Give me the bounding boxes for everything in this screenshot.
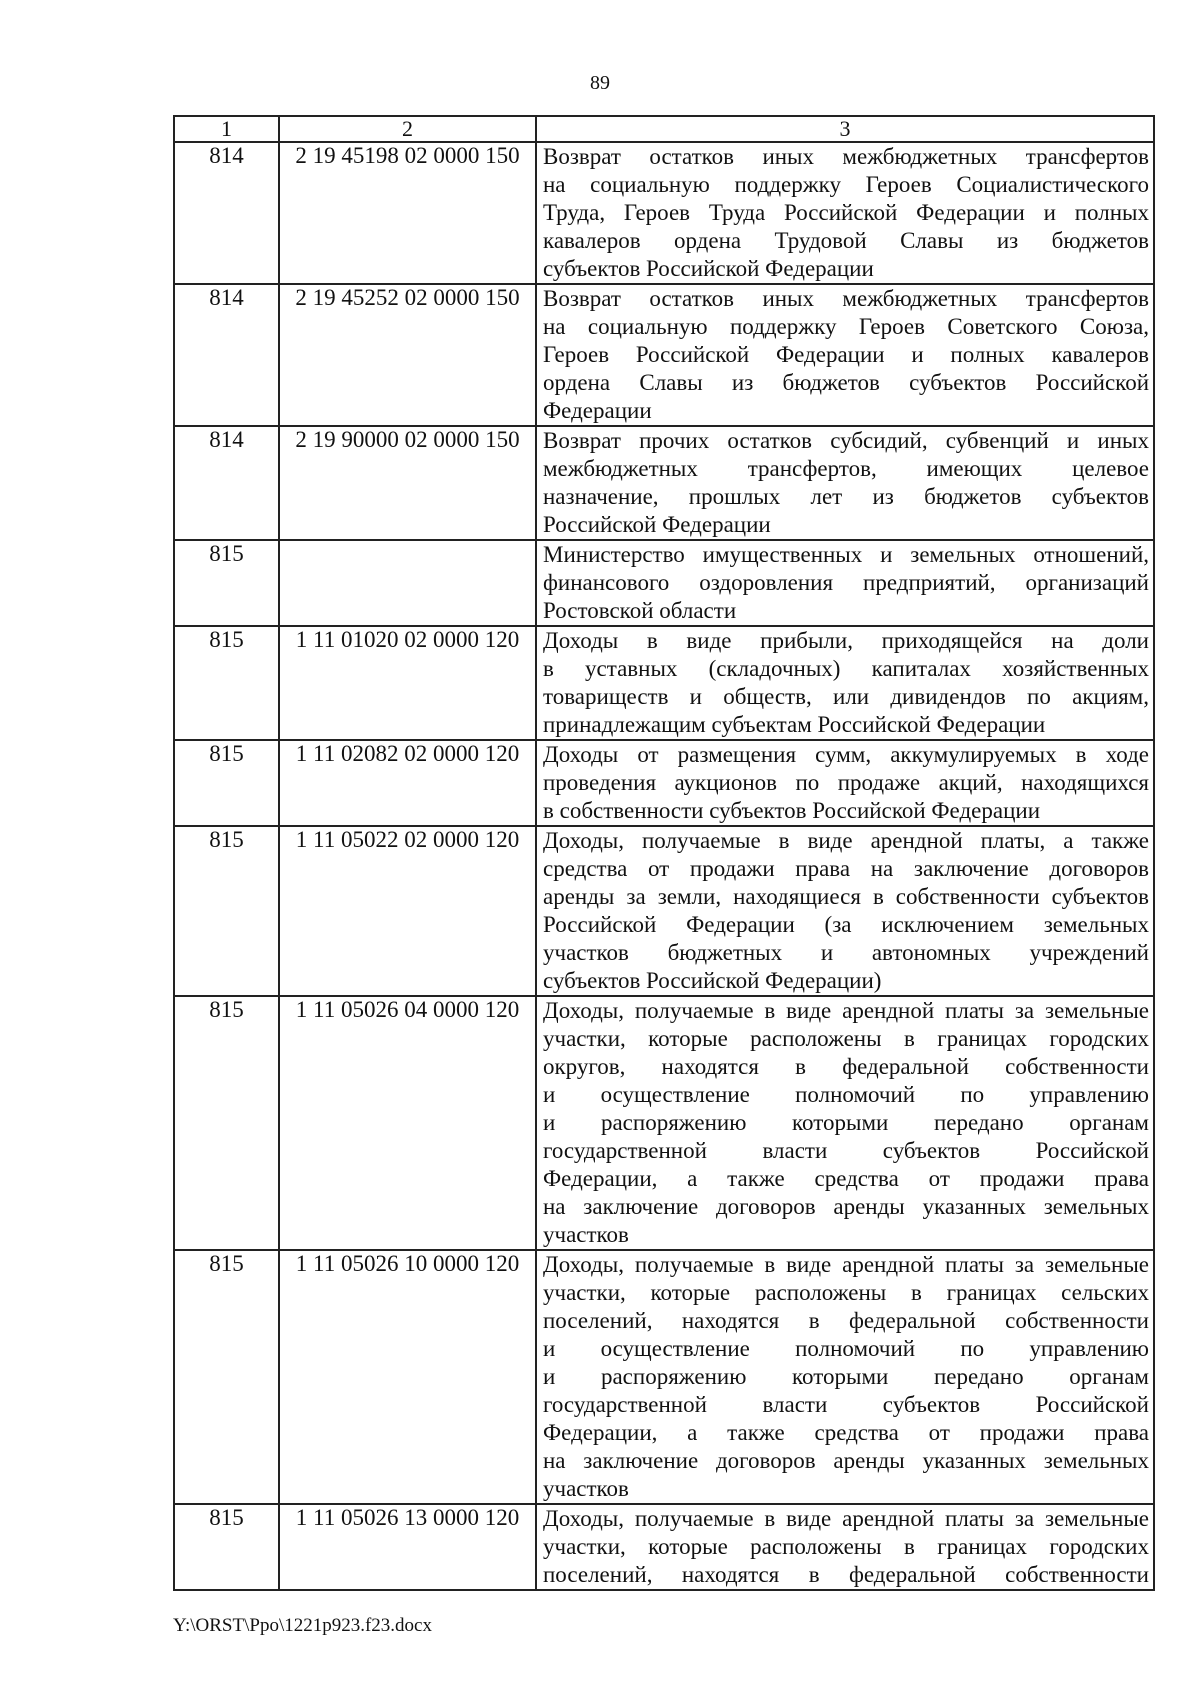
description-line: государственной власти субъектов Российской [543, 1138, 1149, 1163]
header-col-3: 3 [536, 116, 1154, 142]
description-cell [536, 540, 1154, 626]
admin-code-cell: 815 [174, 540, 279, 626]
description-line: товариществ и обществ, или дивидендов по акциям, [543, 684, 1149, 709]
table-body [174, 116, 1154, 1590]
budget-code-cell [279, 540, 536, 626]
description-cell [536, 626, 1154, 740]
description-line: Министерство имущественных и земельных отношений, [543, 542, 1149, 567]
header-col-1: 1 [174, 116, 279, 142]
description-line: округов, находятся в федеральной собственности [543, 1054, 1149, 1079]
description-line: Ростовской области [543, 598, 737, 623]
description-line: на заключение договоров аренды указанных земельных [543, 1194, 1149, 1219]
budget-code-cell: 1 11 02082 02 0000 120 [279, 740, 536, 826]
description-line: субъектов Российской Федерации) [543, 968, 882, 993]
description-line: в уставных (складочных) капиталах хозяйственных [543, 656, 1149, 681]
admin-code-cell: 815 [174, 740, 279, 826]
description-line: и распоряжению которыми передано органам [543, 1364, 1149, 1389]
description-line: средства от продажи права на заключение договоров [543, 856, 1149, 881]
footer-file-path: Y:\ORST\Ppo\1221p923.f23.docx [173, 1615, 432, 1636]
budget-code-cell: 2 19 45252 02 0000 150 [279, 284, 536, 426]
description-line: Федерации, а также средства от продажи права [543, 1166, 1149, 1191]
description-cell [536, 426, 1154, 540]
budget-code-cell: 2 19 90000 02 0000 150 [279, 426, 536, 540]
table-row [174, 996, 1154, 1250]
admin-code-cell: 815 [174, 1504, 279, 1590]
table-row [174, 142, 1154, 284]
admin-code-cell: 814 [174, 426, 279, 540]
budget-code-cell: 1 11 05026 04 0000 120 [279, 996, 536, 1250]
description-line: на социальную поддержку Героев Советского Союза, [543, 314, 1149, 339]
table-row [174, 1504, 1154, 1590]
description-line: финансового оздоровления предприятий, организаций [543, 570, 1149, 595]
description-line: участки, которые расположены в границах городских [543, 1534, 1149, 1559]
description-line: участков бюджетных и автономных учреждений [543, 940, 1149, 965]
admin-code-cell: 815 [174, 626, 279, 740]
description-cell [536, 826, 1154, 996]
description-line: Героев Российской Федерации и полных кавалеров [543, 342, 1149, 367]
description-line: Доходы от размещения сумм, аккумулируемых в ходе [543, 742, 1149, 767]
description-line: Возврат прочих остатков субсидий, субвенций и иных [543, 428, 1149, 453]
description-line: на социальную поддержку Героев Социалистического [543, 172, 1149, 197]
description-cell [536, 284, 1154, 426]
description-cell [536, 142, 1154, 284]
admin-code-cell: 814 [174, 284, 279, 426]
description-line: Доходы, получаемые в виде арендной платы за земельные [543, 1506, 1149, 1531]
table-row [174, 626, 1154, 740]
description-line: и осуществление полномочий по управлению [543, 1336, 1149, 1361]
table-row [174, 284, 1154, 426]
table-row [174, 1250, 1154, 1504]
description-line: Доходы в виде прибыли, приходящейся на доли [543, 628, 1149, 653]
description-line: в собственности субъектов Российской Федерации [543, 798, 1041, 823]
table-row [174, 826, 1154, 996]
admin-code-cell: 814 [174, 142, 279, 284]
table-header-row [174, 116, 1154, 142]
description-line: Доходы, получаемые в виде арендной платы, а также [543, 828, 1149, 853]
description-line: поселений, находятся в федеральной собственности [543, 1308, 1149, 1333]
description-cell [536, 1504, 1154, 1590]
description-cell [536, 1250, 1154, 1504]
table-row [174, 540, 1154, 626]
page-number: 89 [590, 72, 610, 94]
description-line: Федерации, а также средства от продажи права [543, 1420, 1149, 1445]
table-row [174, 740, 1154, 826]
description-line: Доходы, получаемые в виде арендной платы за земельные [543, 998, 1149, 1023]
description-line: участков [543, 1476, 629, 1501]
description-line: проведения аукционов по продаже акций, находящихся [543, 770, 1149, 795]
description-line: участки, которые расположены в границах сельских [543, 1280, 1149, 1305]
description-line: Федерации [543, 398, 652, 423]
description-line: Российской Федерации [543, 512, 771, 537]
header-col-2: 2 [279, 116, 536, 142]
description-line: ордена Славы из бюджетов субъектов Российской [543, 370, 1149, 395]
budget-code-cell: 1 11 05022 02 0000 120 [279, 826, 536, 996]
budget-code-cell: 1 11 05026 10 0000 120 [279, 1250, 536, 1504]
description-line: государственной власти субъектов Российской [543, 1392, 1149, 1417]
description-line: принадлежащим субъектам Российской Федерации [543, 712, 1046, 737]
admin-code-cell: 815 [174, 826, 279, 996]
description-line: назначение, прошлых лет из бюджетов субъектов [543, 484, 1149, 509]
description-line: Российской Федерации (за исключением земельных [543, 912, 1149, 937]
description-line: субъектов Российской Федерации [543, 256, 874, 281]
description-cell [536, 740, 1154, 826]
admin-code-cell: 815 [174, 1250, 279, 1504]
description-line: Труда, Героев Труда Российской Федерации и полных [543, 200, 1149, 225]
description-cell [536, 996, 1154, 1250]
table-row [174, 426, 1154, 540]
revenue-codes-table [173, 115, 1155, 1591]
description-line: на заключение договоров аренды указанных земельных [543, 1448, 1149, 1473]
admin-code-cell: 815 [174, 996, 279, 1250]
description-line: Возврат остатков иных межбюджетных трансфертов [543, 144, 1149, 169]
description-line: кавалеров ордена Трудовой Славы из бюджетов [543, 228, 1149, 253]
budget-code-cell: 2 19 45198 02 0000 150 [279, 142, 536, 284]
description-line: Возврат остатков иных межбюджетных трансфертов [543, 286, 1149, 311]
budget-code-cell: 1 11 01020 02 0000 120 [279, 626, 536, 740]
description-line: и осуществление полномочий по управлению [543, 1082, 1149, 1107]
description-line: межбюджетных трансфертов, имеющих целевое [543, 456, 1149, 481]
budget-code-cell: 1 11 05026 13 0000 120 [279, 1504, 536, 1590]
description-line: аренды за земли, находящиеся в собственности субъектов [543, 884, 1149, 909]
description-line: Доходы, получаемые в виде арендной платы за земельные [543, 1252, 1149, 1277]
description-line: и распоряжению которыми передано органам [543, 1110, 1149, 1135]
description-line: участки, которые расположены в границах городских [543, 1026, 1149, 1051]
description-line: участков [543, 1222, 629, 1247]
description-line: поселений, находятся в федеральной собственности [543, 1562, 1149, 1587]
